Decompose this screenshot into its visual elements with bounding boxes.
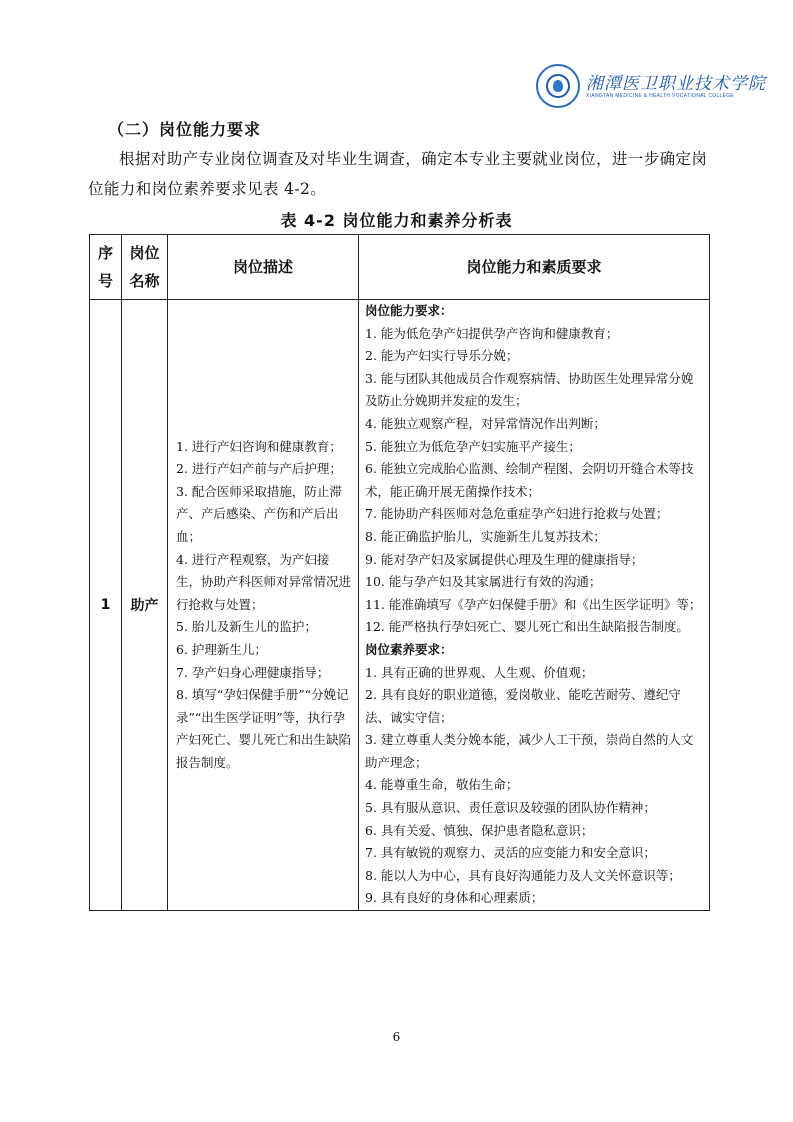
table-caption: 表 4-2 岗位能力和素养分析表 [280, 211, 513, 230]
quality-item: 5. 具有服从意识、责任意识及较强的团队协作精神； [365, 800, 656, 816]
quality-item: 7. 具有敏锐的观察力、灵活的应变能力和安全意识； [365, 845, 656, 861]
ability-table [89, 234, 710, 911]
intro-paragraph: 根据对助产专业岗位调查及对毕业生调查，确定本专业主要就业岗位，进一步确定岗位能力和岗位素养要求见表 4-2。 [88, 150, 708, 198]
header-name: 岗位名称 [122, 235, 168, 300]
desc-item: 5. 胎儿及新生儿的监护； [176, 619, 317, 635]
quality-item: 2. 具有良好的职业道德，爱岗敬业、能吃苦耐劳、遵纪守法、诚实守信； [365, 687, 681, 725]
ability-quality-requirements [359, 300, 710, 911]
table-header-row [90, 235, 710, 300]
desc-item: 1. 进行产妇咨询和健康教育； [176, 438, 342, 454]
quality-item: 9. 具有良好的身体和心理素质； [365, 890, 544, 906]
page-number: 6 [392, 1030, 401, 1044]
college-emblem-icon [536, 64, 580, 108]
ability-item: 3. 能与团队其他成员合作观察病情、协助医生处理异常分娩及防止分娩期并发症的发生； [365, 370, 694, 409]
header-req: 岗位能力和素质要求 [359, 235, 710, 300]
ability-item: 12. 能严格执行孕妇死亡、婴儿死亡和出生缺陷报告制度。 [365, 619, 689, 635]
ability-item: 11. 能准确填写《孕产妇保健手册》和《出生医学证明》等； [365, 596, 702, 612]
desc-item: 7. 孕产妇身心理健康指导； [176, 664, 330, 680]
ability-item: 4. 能独立观察产程，对异常情况作出判断； [365, 415, 606, 431]
desc-item: 8. 填写“孕妇保健手册”“分娩记录”“出生医学证明”等，执行孕产妇死亡、婴儿死亡和出生缺陷报告制度。 [176, 687, 352, 770]
row-num: 1 [90, 300, 122, 911]
ability-item: 5. 能独立为低危孕产妇实施平产接生； [365, 438, 581, 454]
quality-item: 8. 能以人为中心，具有良好沟通能力及人文关怀意识等； [365, 867, 681, 883]
quality-item: 6. 具有关爱、慎独、保护患者隐私意识； [365, 822, 594, 838]
ability-item: 6. 能独立完成胎心监测、绘制产程图、会阴切开缝合术等技术，能正确开展无菌操作技术； [365, 461, 694, 499]
ability-item: 1. 能为低危孕产妇提供孕产咨询和健康教育； [365, 325, 619, 341]
row-post-name: 助产 [122, 300, 168, 911]
quality-title: 岗位素养要求： [365, 641, 453, 657]
ability-item: 10. 能与孕产妇及其家属进行有效的沟通； [365, 574, 602, 590]
desc-item: 6. 护理新生儿； [176, 641, 267, 657]
header-num: 序号 [90, 235, 122, 300]
header-desc: 岗位描述 [168, 235, 359, 300]
quality-item: 1. 具有正确的世界观、人生观、价值观； [365, 664, 594, 680]
desc-item: 3. 配合医师采取措施，防止滞产、产后感染、产伤和产后出血； [176, 483, 342, 544]
post-description [168, 300, 359, 911]
ability-item: 8. 能正确监护胎儿，实施新生儿复苏技术； [365, 528, 606, 544]
desc-item: 4. 进行产程观察，为产妇接生，协助产科医师对异常情况进行抢救与处置； [176, 551, 352, 612]
quality-item: 3. 建立尊重人类分娩本能，减少人工干预，崇尚自然的人文助产理念； [365, 732, 694, 770]
quality-item: 4. 能尊重生命，敬佑生命； [365, 777, 519, 793]
college-logo [536, 64, 766, 114]
ability-item: 2. 能为产妇实行导乐分娩； [365, 348, 519, 364]
college-name-cn: 湘潭医卫职业技术学院 [586, 74, 766, 94]
college-name-en: XIANGTAN MEDICINE & HEALTH VOCATIONAL COLLEGE [586, 93, 735, 99]
desc-item: 2. 进行产妇产前与产后护理； [176, 461, 342, 477]
table-row [90, 300, 710, 911]
ability-item: 7. 能协助产科医师对急危重症孕产妇进行抢救与处置； [365, 506, 669, 522]
ability-title: 岗位能力要求： [365, 303, 453, 318]
ability-item: 9. 能对孕产妇及家属提供心理及生理的健康指导； [365, 551, 644, 567]
section-heading: （二）岗位能力要求 [108, 120, 262, 139]
